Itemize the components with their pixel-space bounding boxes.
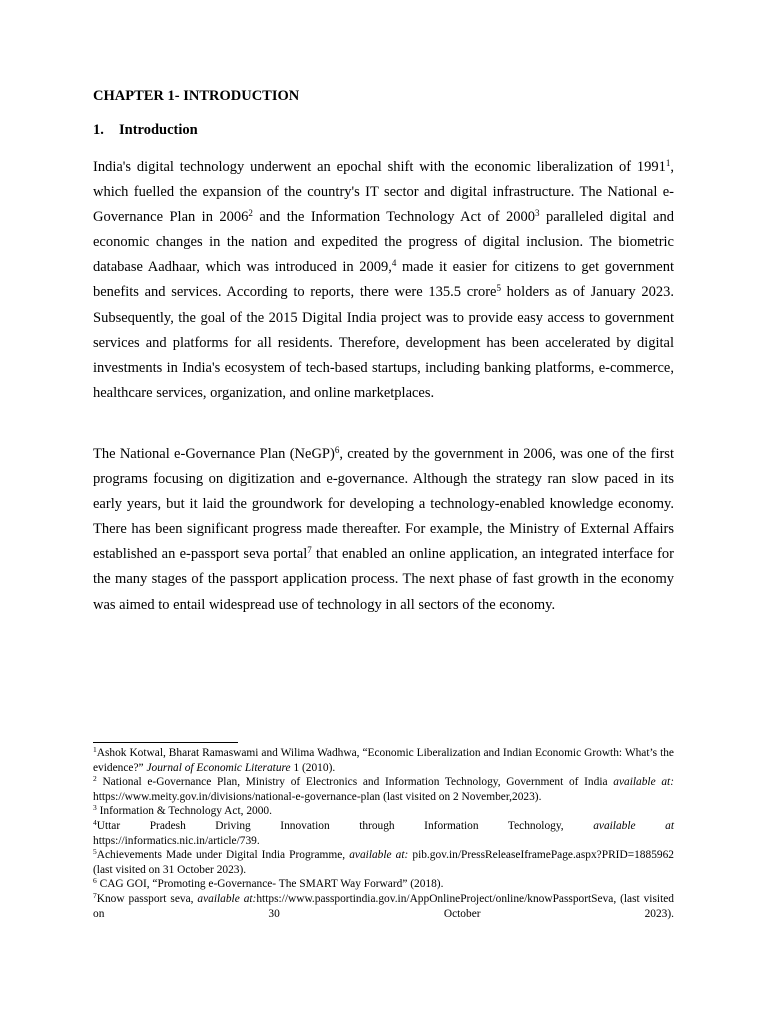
footnote-text: CAG GOI, “Promoting e-Governance- The SMART Way Forward” (2018). xyxy=(96,878,444,891)
footnote-available-at: available at: xyxy=(349,849,409,862)
paragraph-text: holders as of January 2023. Subsequently, the goal of the 2015 Digital India project was to provide easy access to government services and platforms for all residents. Therefore, development has been accelerated by digital investments in India's ecosystem of tech-based startups, including banking platforms, e-commerce, healthcare services, organization, and online marketplaces. xyxy=(93,284,674,401)
footnote-ref: 3 xyxy=(535,208,540,219)
footnote-6 xyxy=(93,877,674,892)
footnote-ref: 4 xyxy=(391,258,397,269)
footnote-separator xyxy=(93,742,238,743)
footnote-ref: 2 xyxy=(248,208,253,219)
footnote-marker: 6 xyxy=(93,876,97,886)
footnote-ref: 1 xyxy=(665,158,671,168)
paragraph-text: , which fuelled the expansion of the country's IT sector and digital infrastructure. The National e-Governance Plan in 2006 xyxy=(93,159,674,226)
document-page xyxy=(93,0,674,1024)
paragraph-text: India's digital technology underwent an epochal shift with the economic liberalization of 1991 xyxy=(93,159,666,175)
footnote-available-at: available at: xyxy=(197,892,257,905)
footnote-text: Information & Technology Act, 2000. xyxy=(96,805,272,818)
paragraph-1 xyxy=(93,155,674,406)
footnote-marker: 7 xyxy=(93,890,97,900)
footnote-ref: 6 xyxy=(334,445,340,455)
footnote-marker: 3 xyxy=(93,803,97,813)
paragraph-text: , created by the government in 2006, was one of the first programs focusing on digitization and e-governance. Although the strategy ran slow paced in its early years, but it laid the groundwork for developing a technology-enabled knowledge economy. There has been significant progress made thereafter. For example, the Ministry of External Affairs established an e-passport seva portal xyxy=(93,446,674,563)
footnote-3 xyxy=(93,804,674,819)
footnote-5 xyxy=(93,848,674,877)
paragraph-text: that enabled an online application, an integrated interface for the many stages of the passport application process. The next phase of fast growth in the economy was aimed to entail widespread use of technology in all sectors of the economy. xyxy=(93,546,675,613)
footnote-link[interactable]: https://www.passportindia.gov.in/AppOnlineProject/online/knowPassportSeva, (last visited on 30 October 2023). xyxy=(93,892,674,920)
footnote-ref: 7 xyxy=(307,545,312,556)
footnote-link[interactable]: pib.gov.in/PressReleaseIframePage.aspx?PRID=1885962 (last visited on 31 October 2023). xyxy=(93,849,674,876)
chapter-title: CHAPTER 1- INTRODUCTION xyxy=(93,88,300,104)
footnote-text: Achievements Made under Digital India Programme, xyxy=(96,849,350,862)
footnote-4 xyxy=(93,819,674,848)
footnote-2 xyxy=(93,775,674,804)
footnote-7 xyxy=(93,892,674,921)
paragraph-2 xyxy=(93,442,674,618)
footnote-text: Ashok Kotwal, Bharat Ramaswami and Wilima Wadhwa, “Economic Liberalization and Indian Economic Growth: What’s the evidence?” xyxy=(93,747,674,774)
footnote-journal: Journal of Economic Literature xyxy=(146,761,291,774)
footnote-text: Know passport seva, xyxy=(96,892,198,905)
footnote-text: 1 (2010). xyxy=(290,761,336,774)
footnote-marker: 1 xyxy=(93,745,97,754)
footnote-marker: 4 xyxy=(93,817,97,827)
footnote-text: Uttar Pradesh Driving Innovation through Information Technology, xyxy=(96,819,594,832)
footnote-1 xyxy=(93,746,674,775)
footnote-text: National e-Governance Plan, Ministry of Electronics and Information Technology, Government of India xyxy=(96,776,614,789)
footnote-ref: 5 xyxy=(496,283,501,294)
paragraph-text: The National e-Governance Plan (NeGP) xyxy=(93,446,335,462)
footnote-marker: 2 xyxy=(93,774,97,784)
footnote-link[interactable]: https://informatics.nic.in/article/739. xyxy=(93,834,260,847)
footnote-link[interactable]: https://www.meity.gov.in/divisions/national-e-governance-plan (last visited on 2 November,2023). xyxy=(93,790,542,803)
footnotes xyxy=(93,746,674,921)
section-number: 1. xyxy=(93,122,104,138)
paragraph-text: made it easier for citizens to get government benefits and services. According to reports, there were 135.5 crore xyxy=(93,259,674,301)
section-title: Introduction xyxy=(119,122,198,138)
footnote-available-at: available at: xyxy=(613,776,674,789)
section-heading xyxy=(93,121,198,139)
paragraph-text: paralleled digital and economic changes in the nation and expedited the progress of digital inclusion. The biometric database Aadhaar, which was introduced in 2009, xyxy=(93,209,674,276)
paragraph-text: and the Information Technology Act of 2000 xyxy=(252,209,536,226)
footnote-marker: 5 xyxy=(93,847,97,857)
footnote-available-at: available at xyxy=(593,819,674,832)
